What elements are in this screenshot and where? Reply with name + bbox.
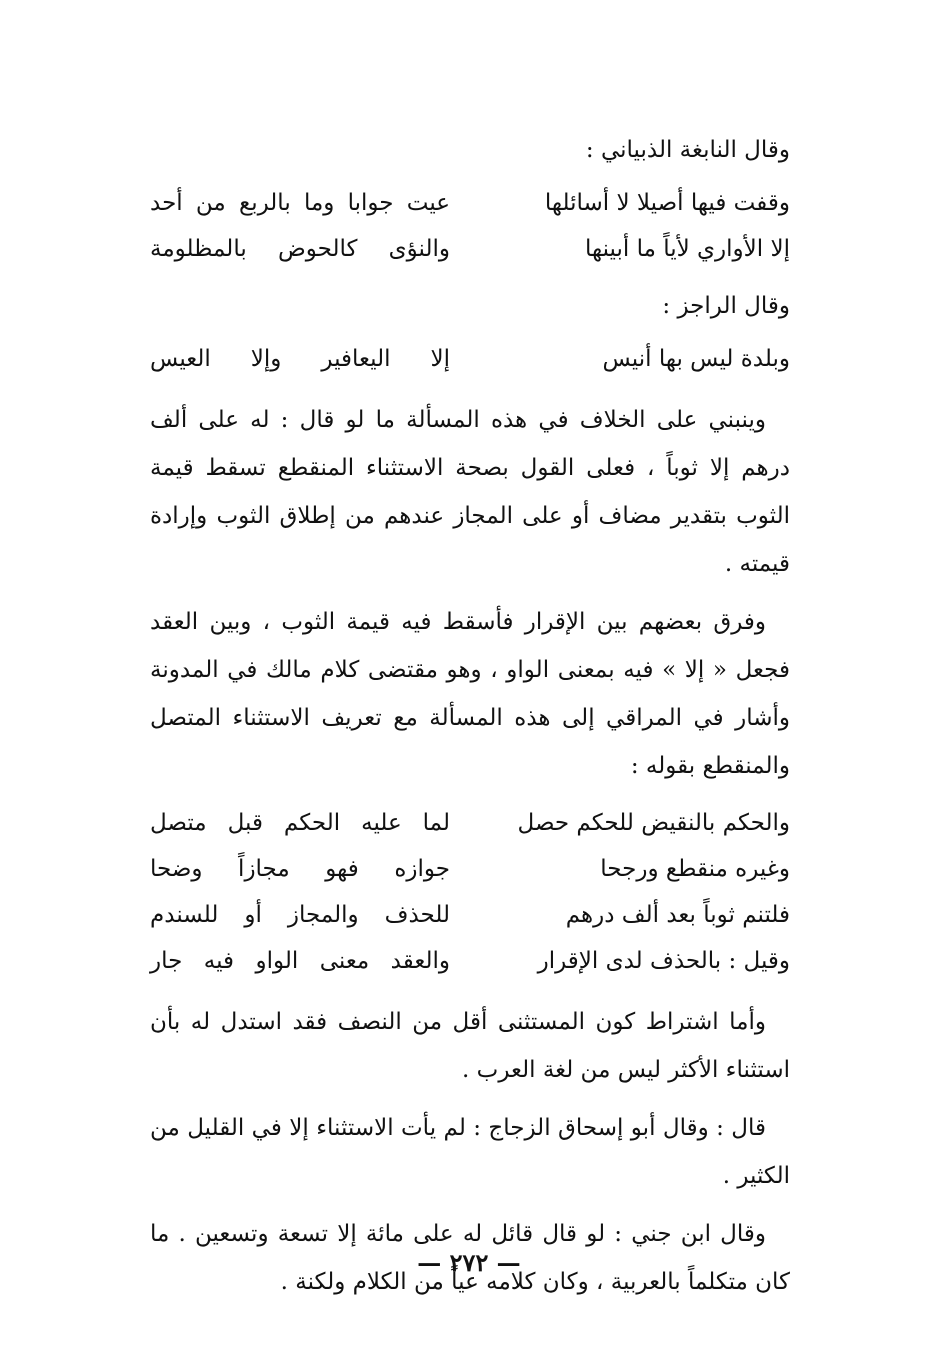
verse-second-hemistich: للحذف والمجاز أو للسندم	[150, 902, 450, 928]
verse-line	[150, 226, 790, 272]
verse-line	[150, 938, 790, 984]
verse-second-hemistich: والعقد معنى الواو فيه جار	[150, 948, 450, 974]
verse-line	[150, 336, 790, 382]
verse-first-hemistich: وبلدة ليس بها أنيس	[602, 346, 790, 372]
verse-first-hemistich: وقيل : بالحذف لدى الإقرار	[537, 948, 790, 974]
verse-second-hemistich: لما عليه الحكم قبل متصل	[150, 810, 450, 836]
paragraph-text: وينبني على الخلاف في هذه المسألة ما لو قال : له على ألف درهم إلا ثوباً ، فعلى القول بصحة الاستثناء المنقطع تسقط قيمة الثوب بتقدير مضاف أو على المجاز عندهم من إطلاق الثوب وإرادة قيمته .	[150, 407, 790, 577]
verses-maraqi	[150, 800, 790, 984]
verses-rajiz	[150, 336, 790, 382]
verse-first-hemistich: وغيره منقطع ورجحا	[600, 856, 790, 882]
paragraph-text: وأما اشتراط كون المستثنى أقل من النصف فقد استدل له بأن استثناء الأكثر ليس من لغة العرب .	[150, 1009, 790, 1083]
paragraph-ishtirat	[150, 998, 790, 1094]
verse-second-hemistich: عيت جوابا وما بالربع من أحد	[150, 190, 450, 216]
page-number: — ٢٧٢ —	[417, 1248, 521, 1277]
paragraph-text: قال : وقال أبو إسحاق الزجاج : لم يأت الاستثناء إلا في القليل من الكثير .	[150, 1115, 790, 1189]
verses-nabigha	[150, 180, 790, 272]
paragraph-farq	[150, 598, 790, 790]
paragraph-text: وقال ابن جني : لو قال قائل له على مائة إلا تسعة وتسعين . ما كان متكلماً بالعربية ، وكان كلامه عياً من الكلام ولكنة .	[150, 1221, 790, 1295]
verse-second-hemistich: إلا اليعافير وإلا العيس	[150, 346, 450, 372]
verse-line	[150, 800, 790, 846]
verse-first-hemistich: إلا الأواري لأياً ما أبينها	[584, 236, 790, 262]
verse-first-hemistich: فلتنم ثوباً بعد ألف درهم	[565, 902, 790, 928]
verse-second-hemistich: والنؤى كالحوض بالمظلومة	[150, 236, 450, 262]
verse-line	[150, 892, 790, 938]
paragraph-zajjaj	[150, 1104, 790, 1200]
page-body	[150, 130, 790, 1316]
verse-first-hemistich: وقفت فيها أصيلا لا أسائلها	[544, 190, 790, 216]
intro-rajiz: وقال الراجز :	[662, 293, 790, 319]
verse-line	[150, 180, 790, 226]
verse-first-hemistich: والحكم بالنقيض للحكم حصل	[517, 810, 790, 836]
paragraph-text: وفرق بعضهم بين الإقرار فأسقط فيه قيمة الثوب ، وبين العقد فجعل « إلا » فيه بمعنى الواو ، وهو مقتضى كلام مالك في المدونة وأشار في المراقي إلى هذه المسألة مع تعريف الاستثناء المتصل والمنقطع بقوله :	[150, 609, 790, 779]
intro-nabigha: وقال النابغة الذبياني :	[585, 137, 790, 163]
verse-second-hemistich: جوازه فهو مجازاً وضحا	[150, 856, 450, 882]
verse-line	[150, 846, 790, 892]
paragraph-khilaf	[150, 396, 790, 588]
